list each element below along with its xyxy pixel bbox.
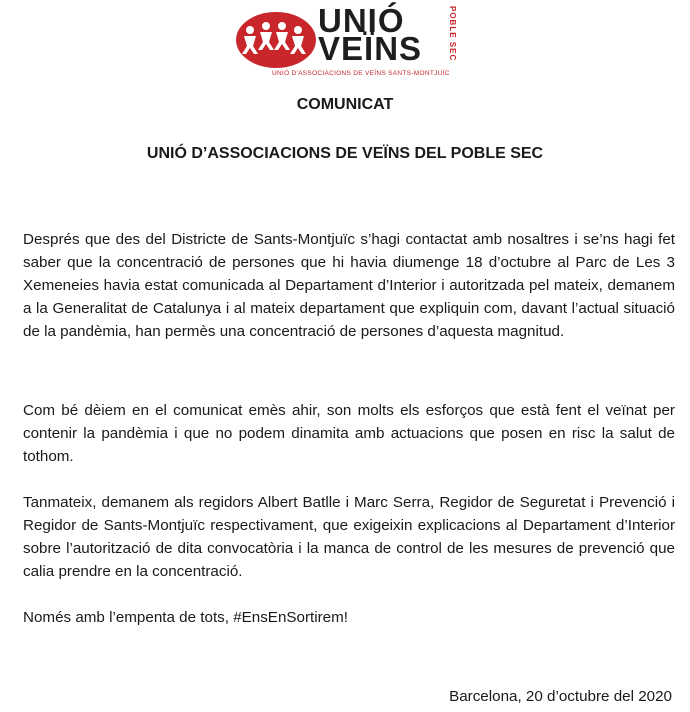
logo-subtitle: UNIÓ D'ASSOCIACIONS DE VEÏNS SANTS-MONTJUÏC [272,70,450,77]
page-title: COMUNICAT [296,96,394,113]
paragraph-1: Després que des del Districte de Sants-Montjuïc s’hagi contactat amb nosaltres i se’ns hagi fet saber que la concentració de persones que hi havia diumenge 18 d’octubre al Parc de Les 3 Xemeneies havia estat comunicada al Departament d’Interior i autoritzada pel mateix, demanem a la Generalitat de Catalunya i al mateix departament que expliquin com, davant l’actual situació de la pandèmia, han permès una concentració de persones d’aquesta magnitud. [23,231,675,340]
paragraph-3: Tanmateix, demanem als regidors Albert Batlle i Marc Serra, Regidor de Seguretat i Prevenció i Regidor de Sants-Montjuïc respectivament, que exigeixin explicacions al Departament d’Interior sobre l’autorització de dita convocatòria i la manca de control de les mesures de prevenció que calia prendre en la concentració. [23,494,675,580]
people-figures-icon [236,4,320,70]
logo-word-veins: VEÏNS [318,30,423,67]
page-subtitle: UNIÓ D’ASSOCIACIONS DE VEÏNS DEL POBLE SEC [146,145,544,162]
paragraph-4: Només amb l’empenta de tots, #EnsEnSortirem! [23,609,348,626]
logo-word-unio: UNIÓ [318,2,405,39]
signoff-date: Barcelona, 20 d’octubre del 2020 [449,688,672,705]
paragraph-2: Com bé dèiem en el comunicat emès ahir, son molts els esforços que està fent el veïnat per contenir la pandèmia i que no podem dinamita amb actuacions que posen en risc la salut de tothom. [23,402,675,465]
logo [236,4,466,80]
logo-side-text: POBLE SEC [448,6,457,62]
